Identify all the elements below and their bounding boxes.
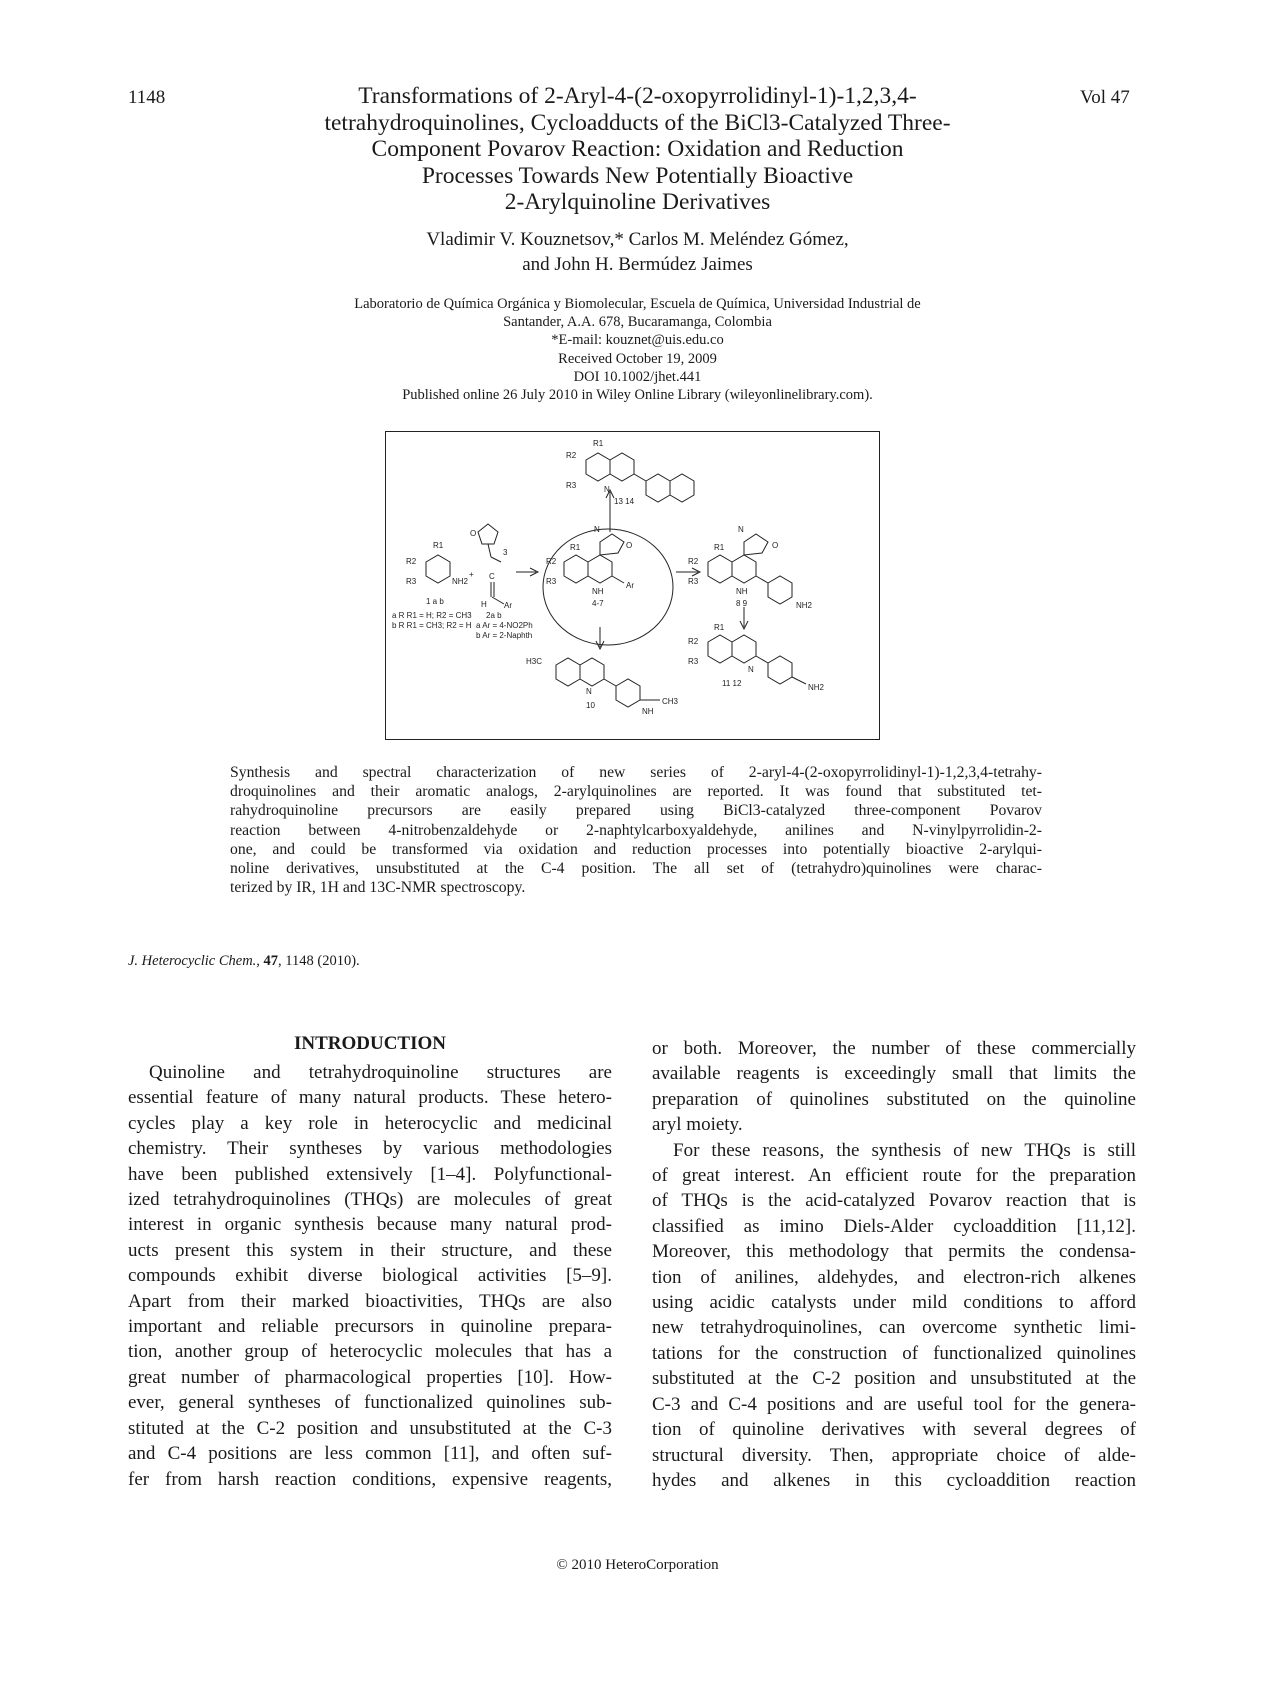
- r2-label: R2: [688, 637, 699, 646]
- r1-label: R1: [714, 543, 725, 552]
- page-number: 1148: [128, 87, 166, 108]
- body-line: Quinoline and tetrahydroquinoline structures are: [149, 1062, 612, 1083]
- received-line: Received October 19, 2009: [558, 350, 717, 367]
- r2-label: R2: [406, 557, 417, 566]
- body-line: classified as imino Diels-Alder cycloaddition [11,12].: [652, 1215, 1136, 1237]
- body-line: tion of anilines, aldehydes, and electron-rich alkenes: [652, 1266, 1136, 1288]
- reaction-scheme-figure: [385, 431, 880, 740]
- affiliation-block: [230, 295, 1045, 404]
- compound-1ab-label: 1 a b: [426, 597, 444, 606]
- h-label: H: [481, 600, 487, 609]
- body-line: tations for the construction of functionalized quinolines: [652, 1342, 1136, 1364]
- r2-label: R2: [688, 557, 699, 566]
- compound-3-label: 3: [503, 548, 508, 557]
- nh-label: NH: [736, 587, 748, 596]
- compound-11-12-label: 11 12: [722, 679, 742, 688]
- body-line: of THQs is the acid-catalyzed Povarov reaction that is: [652, 1190, 1136, 1212]
- ar-label: Ar: [504, 601, 512, 610]
- doi-line: DOI 10.1002/jhet.441: [573, 368, 702, 385]
- n-label: N: [594, 525, 600, 534]
- compound-4-7-label: 4-7: [592, 599, 604, 608]
- copyright-footer: © 2010 HeteroCorporation: [556, 1557, 719, 1573]
- r3-label: R3: [688, 577, 699, 586]
- body-line: stituted at the C-2 position and unsubstituted at the C-3: [128, 1417, 612, 1439]
- volume-label: Vol 47: [1080, 87, 1130, 108]
- affiliation-line: Santander, A.A. 678, Bucaramanga, Colombia: [503, 314, 772, 331]
- nh2-label: NH2: [452, 577, 469, 586]
- n-label: N: [604, 485, 610, 494]
- body-line: Apart from their marked bioactivities, THQs are also: [128, 1290, 612, 1312]
- n-label: N: [586, 687, 592, 696]
- title-line: tetrahydroquinolines, Cycloadducts of the BiCl3-Catalyzed Three-: [324, 109, 951, 136]
- r1-label: R1: [570, 543, 581, 552]
- abstract-line: noline derivatives, unsubstituted at the C-4 position. The all set of (tetrahydro)quinolines were charac-: [230, 860, 1042, 878]
- abstract-line: one, and could be transformed via oxidation and reduction processes into potentially bioactive 2-arylqui-: [230, 840, 1042, 858]
- r1-label: R1: [593, 439, 604, 448]
- title-line: Transformations of 2-Aryl-4-(2-oxopyrrolidinyl-1)-1,2,3,4-: [358, 83, 917, 109]
- journal-citation: [128, 953, 360, 970]
- title-line: Processes Towards New Potentially Bioactive: [421, 162, 854, 189]
- compound-2ab-label: 2a b: [486, 611, 502, 620]
- r3-label: R3: [688, 657, 699, 666]
- authors-line: and John H. Bermúdez Jaimes: [522, 254, 753, 275]
- citation-volume: 47: [263, 953, 279, 969]
- ch3-label: CH3: [662, 697, 679, 706]
- title-line: Component Povarov Reaction: Oxidation and Reduction: [371, 136, 904, 162]
- body-line: fer from harsh reaction conditions, expensive reagents,: [128, 1468, 612, 1490]
- body-line: ever, general syntheses of functionalized quinolines sub-: [128, 1392, 612, 1414]
- reaction-scheme: [386, 432, 878, 738]
- body-line: interest in organic synthesis because many natural prod-: [128, 1214, 612, 1236]
- affiliation-line: Laboratorio de Química Orgánica y Biomolecular, Escuela de Química, Universidad Industrial de: [354, 296, 921, 312]
- body-line: using acidic catalysts under mild conditions to afford: [652, 1292, 1136, 1314]
- body-line: ucts present this system in their structure, and these: [128, 1239, 612, 1261]
- r3-label: R3: [406, 577, 417, 586]
- body-line: aryl moiety.: [652, 1114, 743, 1136]
- abstract-line: Synthesis and spectral characterization of new series of 2-aryl-4-(2-oxopyrrolidinyl-1)-1,2,3,4-tetrahy-: [230, 764, 1042, 781]
- abstract-line: rahydroquinoline precursors are easily prepared using BiCl3-catalyzed three-component Povarov: [230, 802, 1042, 820]
- section-heading: INTRODUCTION: [293, 1033, 447, 1054]
- legend-a1: a R R1 = H; R2 = CH3: [392, 611, 472, 620]
- authors-line: Vladimir V. Kouznetsov,* Carlos M. Meléndez Gómez,: [426, 229, 849, 250]
- body-line: structural diversity. Then, appropriate choice of alde-: [652, 1444, 1136, 1466]
- email-line: *E-mail: kouznet@uis.edu.co: [551, 332, 724, 349]
- n-label: N: [748, 665, 754, 674]
- body-line: tion, another group of heterocyclic molecules that has a: [128, 1341, 612, 1363]
- body-line: For these reasons, the synthesis of new THQs is still: [673, 1139, 1136, 1161]
- body-line: available reagents is exceedingly small that limits the: [652, 1063, 1136, 1085]
- left-column: [128, 1060, 612, 1492]
- body-line: C-3 and C-4 positions and are useful tool for the genera-: [652, 1393, 1136, 1415]
- right-column: [652, 1036, 1136, 1493]
- body-line: substituted at the C-2 position and unsubstituted at the: [652, 1368, 1136, 1390]
- body-line: new tetrahydroquinolines, can overcome synthetic limi-: [652, 1317, 1136, 1339]
- body-line: or both. Moreover, the number of these commercially: [652, 1038, 1136, 1059]
- r3-label: R3: [566, 481, 577, 490]
- r3-label: R3: [546, 577, 557, 586]
- c-label: C: [489, 572, 495, 581]
- compound-13-14-label: 13 14: [614, 497, 635, 506]
- abstract: [230, 763, 1042, 897]
- o-label: O: [626, 541, 633, 550]
- body-line: chemistry. Their syntheses by various methodologies: [128, 1138, 612, 1160]
- r1-label: R1: [714, 623, 725, 632]
- nh2-label: NH2: [808, 683, 825, 692]
- legend-b1: b R R1 = CH3; R2 = H: [392, 621, 472, 630]
- o-label: O: [470, 529, 477, 538]
- body-line: of great interest. An efficient route for the preparation: [652, 1165, 1136, 1187]
- article-title: [230, 83, 1045, 216]
- body-line: preparation of quinolines substituted on the quinoline: [652, 1088, 1136, 1110]
- n-label: N: [738, 525, 744, 534]
- body-line: have been published extensively [1–4]. Polyfunctional-: [128, 1163, 612, 1185]
- nh-label: NH: [642, 707, 654, 716]
- title-line: 2-Arylquinoline Derivatives: [504, 189, 771, 215]
- body-line: tion of quinoline derivatives with several degrees of: [652, 1419, 1136, 1441]
- compound-8-9-label: 8 9: [736, 599, 748, 608]
- authors: [230, 227, 1045, 277]
- published-line: Published online 26 July 2010 in Wiley Online Library (wileyonlinelibrary.com).: [402, 387, 873, 404]
- body-line: important and reliable precursors in quinoline prepara-: [128, 1316, 612, 1338]
- body-line: cycles play a key role in heterocyclic and medicinal: [128, 1112, 612, 1134]
- citation-journal: J. Heterocyclic Chem.,: [128, 953, 260, 969]
- body-line: and C-4 positions are less common [11], and often suf-: [128, 1443, 612, 1465]
- nh2-label: NH2: [796, 601, 813, 610]
- body-line: essential feature of many natural products. These hetero-: [128, 1087, 612, 1109]
- r2-label: R2: [566, 451, 577, 460]
- body-line: compounds exhibit diverse biological activities [5–9].: [128, 1265, 612, 1287]
- abstract-line: reaction between 4-nitrobenzaldehyde or 2-naphtylcarboxyaldehyde, anilines and N-vinylpyrrolidin-2-: [230, 821, 1042, 839]
- h3c-label: H3C: [526, 657, 543, 666]
- ar-label: Ar: [626, 581, 634, 590]
- compound-10-label: 10: [586, 701, 595, 710]
- abstract-line: droquinolines and their aromatic analogs, 2-arylquinolines are reported. It was found that substituted tet-: [230, 783, 1042, 801]
- legend-b2: b Ar = 2-Naphth: [476, 631, 533, 640]
- nh-label: NH: [592, 587, 604, 596]
- o-label: O: [772, 541, 779, 550]
- body-line: Moreover, this methodology that permits the condensa-: [652, 1241, 1136, 1263]
- abstract-line: terized by IR, 1H and 13C-NMR spectroscopy.: [230, 879, 526, 897]
- r2-label: R2: [546, 557, 557, 566]
- legend-a2: a Ar = 4-NO2Ph: [476, 621, 533, 630]
- citation-pages: , 1148 (2010).: [278, 953, 360, 969]
- r1-label: R1: [433, 541, 444, 550]
- body-line: great number of pharmacological properties [10]. How-: [128, 1366, 612, 1388]
- body-line: hydes and alkenes in this cycloaddition reaction: [652, 1469, 1136, 1491]
- plus-sign: +: [469, 570, 474, 579]
- body-line: ized tetrahydroquinolines (THQs) are molecules of great: [128, 1189, 612, 1211]
